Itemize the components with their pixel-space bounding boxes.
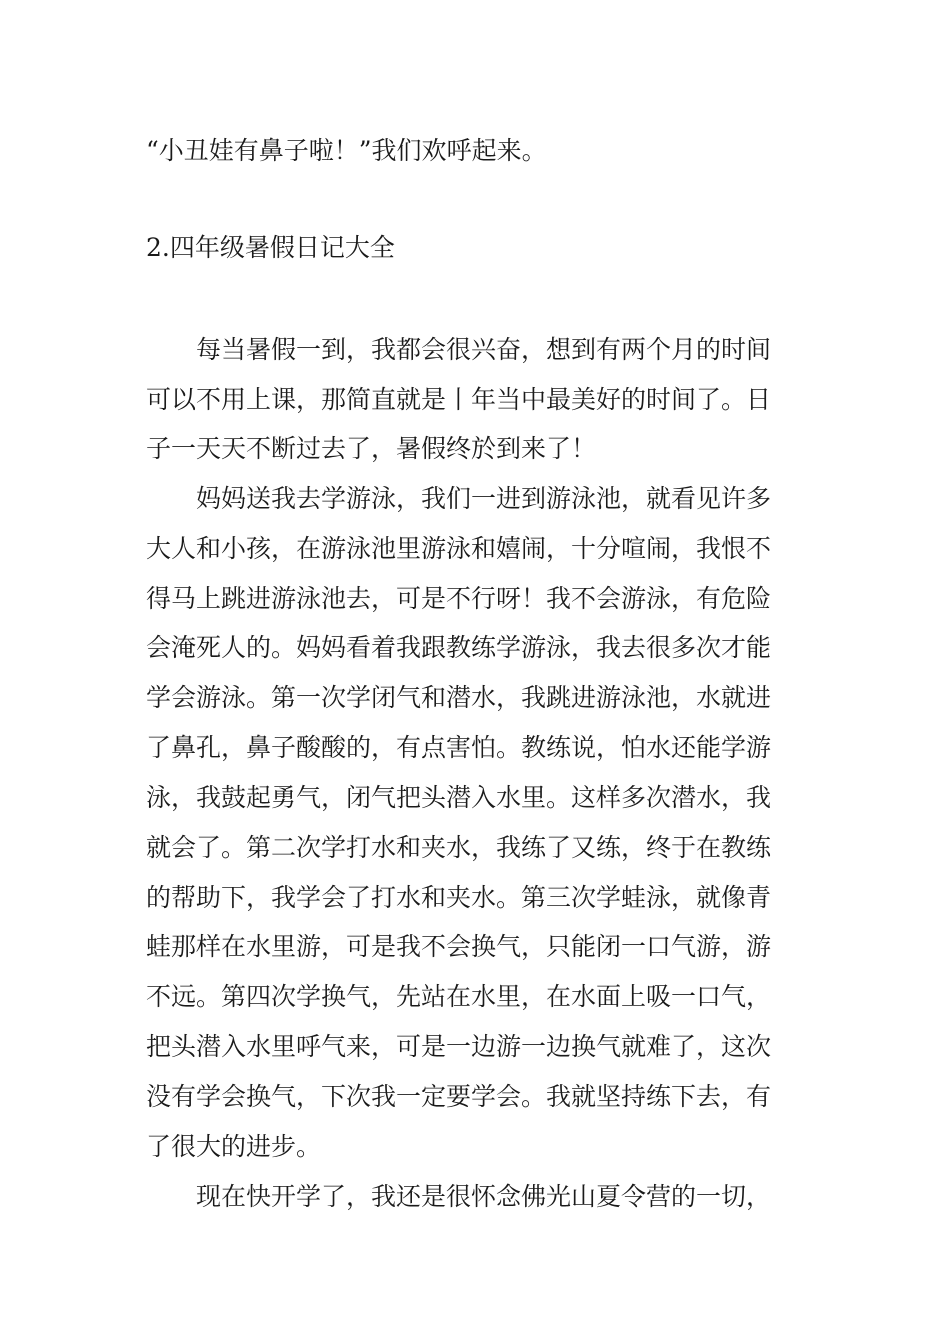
paragraph-2-line-8: 就会了。第二次学打水和夹水，我练了又练，终于在教练 bbox=[146, 833, 772, 862]
paragraph-2-line-10: 蛙那样在水里游，可是我不会换气，只能闭一口气游，游 bbox=[146, 932, 772, 961]
paragraph-1-line-3: 子一天天不断过去了，暑假终於到来了！ bbox=[146, 434, 597, 463]
paragraph-2-line-14: 了很大的进步。 bbox=[146, 1132, 322, 1161]
section-heading: 2.四年级暑假日记大全 bbox=[146, 233, 395, 262]
paragraph-2-line-2: 大人和小孩，在游泳池里游泳和嬉闹，十分喧闹，我恨不 bbox=[146, 534, 772, 563]
paragraph-2-line-13: 没有学会换气，下次我一定要学会。我就坚持练下去，有 bbox=[146, 1082, 772, 1111]
paragraph-1-line-2: 可以不用上课，那简直就是丨年当中最美好的时间了。日 bbox=[146, 385, 772, 414]
paragraph-2-line-1: 妈妈送我去学游泳，我们一进到游泳池，就看见许多 bbox=[196, 484, 772, 513]
paragraph-2-line-3: 得马上跳进游泳池去，可是不行呀！我不会游泳，有危险 bbox=[146, 584, 772, 613]
paragraph-2-line-11: 不远。第四次学换气，先站在水里，在水面上吸一口气， bbox=[146, 982, 772, 1011]
paragraph-1-line-1: 每当暑假一到，我都会很兴奋，想到有两个月的时间 bbox=[196, 335, 772, 364]
paragraph-2-line-5: 学会游泳。第一次学闭气和潜水，我跳进游泳池，水就进 bbox=[146, 683, 772, 712]
paragraph-2-line-12: 把头潜入水里呼气来，可是一边游一边换气就难了，这次 bbox=[146, 1032, 772, 1061]
paragraph-2-line-9: 的帮助下，我学会了打水和夹水。第三次学蛙泳，就像青 bbox=[146, 883, 772, 912]
intro-line: “小丑娃有鼻子啦！”我们欢呼起来。 bbox=[146, 136, 547, 165]
paragraph-2-line-4: 会淹死人的。妈妈看着我跟教练学游泳，我去很多次才能 bbox=[146, 633, 772, 662]
paragraph-3-line-1: 现在快开学了，我还是很怀念佛光山夏令营的一切， bbox=[196, 1182, 772, 1211]
paragraph-2-line-7: 泳，我鼓起勇气，闭气把头潜入水里。这样多次潜水，我 bbox=[146, 783, 772, 812]
paragraph-2-line-6: 了鼻孔，鼻子酸酸的，有点害怕。教练说，怕水还能学游 bbox=[146, 733, 772, 762]
